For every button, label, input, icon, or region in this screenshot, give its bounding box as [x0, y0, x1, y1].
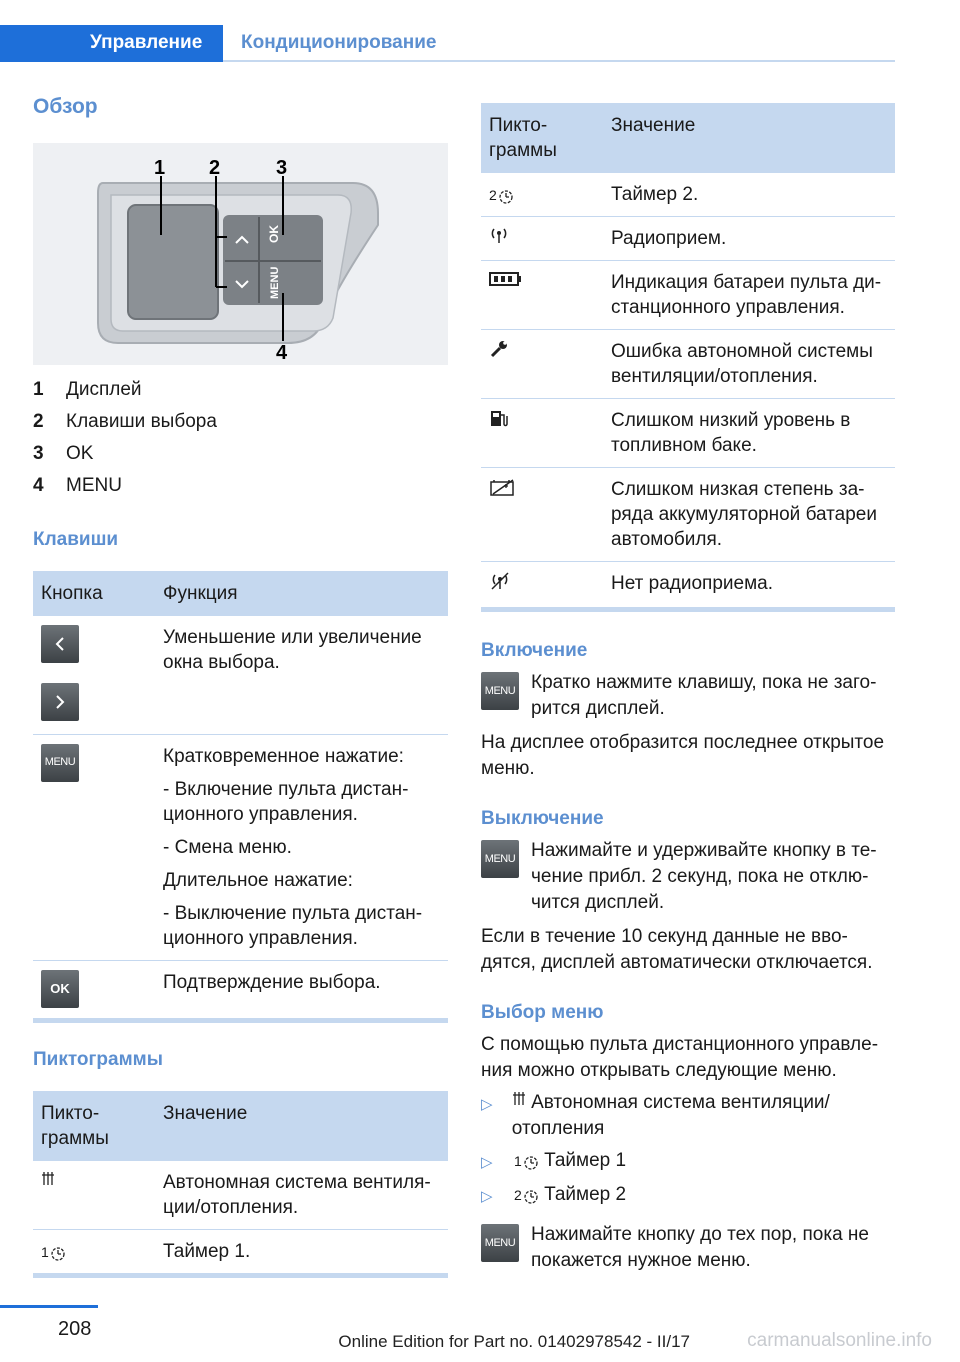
timer-icon: 1	[41, 1242, 66, 1262]
remote-control-illustration	[33, 143, 448, 365]
legend-item: 3 OK	[33, 443, 94, 464]
bullet-triangle-icon: ▷	[481, 1096, 493, 1113]
keys-heading: Клавиши	[33, 529, 119, 550]
callout-1: 1	[154, 157, 166, 179]
table-row: Нет радиоприема.	[481, 562, 895, 610]
figure-legend	[33, 379, 448, 507]
col-header-meaning: Значение	[603, 103, 895, 173]
fuel-icon	[489, 408, 509, 428]
menu-key-icon: MENU	[481, 672, 519, 710]
table-row: OK Подтверждение выбора.	[33, 960, 448, 1020]
switch-off-heading: Выключение	[481, 808, 604, 829]
tab-management[interactable]: Управление	[0, 25, 223, 62]
table-row: Уменьшение или увеличение окна выбора.	[33, 616, 448, 734]
col-header-meaning: Значение	[155, 1091, 448, 1161]
table-row: Слишком низкий уровень в топливном баке.	[481, 399, 895, 468]
callout-4: 4	[276, 342, 288, 364]
table-row: 2 Таймер 2.	[481, 173, 895, 217]
table-header-row	[33, 1091, 448, 1161]
switch-on-heading: Включение	[481, 640, 588, 661]
bullet-triangle-icon: ▷	[481, 1188, 493, 1205]
remote-control-figure	[33, 143, 448, 365]
remote-menu-label: MENU	[269, 266, 281, 299]
right-column	[481, 103, 895, 1274]
list-item: ▷ 1 Таймер 1	[481, 1148, 895, 1176]
page-number: 208	[58, 1318, 92, 1340]
timer-icon: 2	[489, 185, 514, 205]
ok-key-icon: OK	[41, 970, 79, 1008]
list-item: ▷ 2 Таймер 2	[481, 1182, 895, 1210]
overview-heading: Обзор	[33, 95, 98, 118]
callout-2: 2	[209, 157, 221, 179]
menu-select-instruction: MENU Нажимайте кнопку до тех пор, пока не покажется нужное меню.	[481, 1222, 895, 1274]
watermark: carmanualsonline.info	[747, 1330, 932, 1351]
col-header-function: Функция	[155, 571, 448, 616]
wrench-icon	[489, 339, 509, 359]
switch-off-note: Если в течение 10 секунд данные не вводятся, дисплей автоматически отключается.	[481, 926, 873, 973]
table-row: Автономная система вентиляции/отопления.	[33, 1161, 448, 1230]
legend-item: 2 Клавиши выбора	[33, 411, 217, 432]
table-row: 1 Таймер 1.	[33, 1229, 448, 1275]
timer-icon: 2	[514, 1185, 539, 1205]
page-header	[0, 25, 895, 62]
left-arrow-key-icon	[41, 625, 79, 663]
battery-icon	[489, 270, 523, 288]
edition-text: Online Edition for Part no. 01402978542 - II/17	[338, 1332, 690, 1351]
remote-ok-label: OK	[267, 225, 281, 243]
table-row: MENU Кратковременное нажатие: - Включение пульта дистанционного управления. - Смена меню. Длительное нажатие: - Выключение пульта дистанционного управления.	[33, 734, 448, 960]
switch-on-instruction: MENU Кратко нажмите клавишу, пока не загорится дисплей.	[481, 670, 895, 722]
col-header-pictograms: Пиктограммы	[481, 103, 603, 173]
callout-3: 3	[276, 157, 288, 179]
no-radio-reception-icon	[489, 571, 511, 591]
table-header-row	[33, 571, 448, 616]
menu-key-icon: MENU	[41, 744, 79, 782]
radio-reception-icon	[489, 226, 509, 244]
switch-on-note: На дисплее отобразится последнее открытое меню.	[481, 732, 885, 779]
pictograms-table-right	[481, 103, 895, 612]
table-row: Слишком низкая степень заряда аккумуляторной батареи автомобиля.	[481, 468, 895, 562]
pictograms-table-left	[33, 1091, 448, 1278]
ventilation-icon	[512, 1090, 526, 1108]
col-header-button: Кнопка	[33, 571, 155, 616]
bullet-triangle-icon: ▷	[481, 1154, 493, 1171]
menu-select-heading: Выбор меню	[481, 1002, 604, 1023]
table-row: Индикация батареи пульта дистанционного управления.	[481, 261, 895, 330]
tab-climate[interactable]: Кондиционирование	[241, 32, 437, 53]
timer-icon: 1	[514, 1151, 539, 1171]
table-row: Радиоприем.	[481, 217, 895, 261]
legend-item: 4 MENU	[33, 475, 122, 496]
ventilation-icon	[41, 1170, 55, 1188]
switch-off-instruction: MENU Нажимайте и удерживайте кнопку в течение прибл. 2 секунд, пока не отключится дисплей.	[481, 838, 895, 916]
col-header-pictograms: Пиктограммы	[33, 1091, 155, 1161]
left-column	[33, 95, 448, 1278]
legend-item: 1 Дисплей	[33, 379, 142, 400]
table-row: Ошибка автономной системы вентиляции/отопления.	[481, 330, 895, 399]
car-battery-icon	[489, 477, 517, 497]
menu-select-intro: С помощью пульта дистанционного управления можно открывать следующие меню.	[481, 1034, 879, 1081]
table-header-row	[481, 103, 895, 173]
pictograms-heading: Пиктограммы	[33, 1048, 163, 1070]
footer-accent-line	[0, 1305, 98, 1308]
menu-key-icon: MENU	[481, 840, 519, 878]
list-item: ▷ Автономная система вентиляции/отопления	[481, 1090, 895, 1142]
menu-key-icon: MENU	[481, 1224, 519, 1262]
right-arrow-key-icon	[41, 683, 79, 721]
keys-table	[33, 571, 448, 1023]
